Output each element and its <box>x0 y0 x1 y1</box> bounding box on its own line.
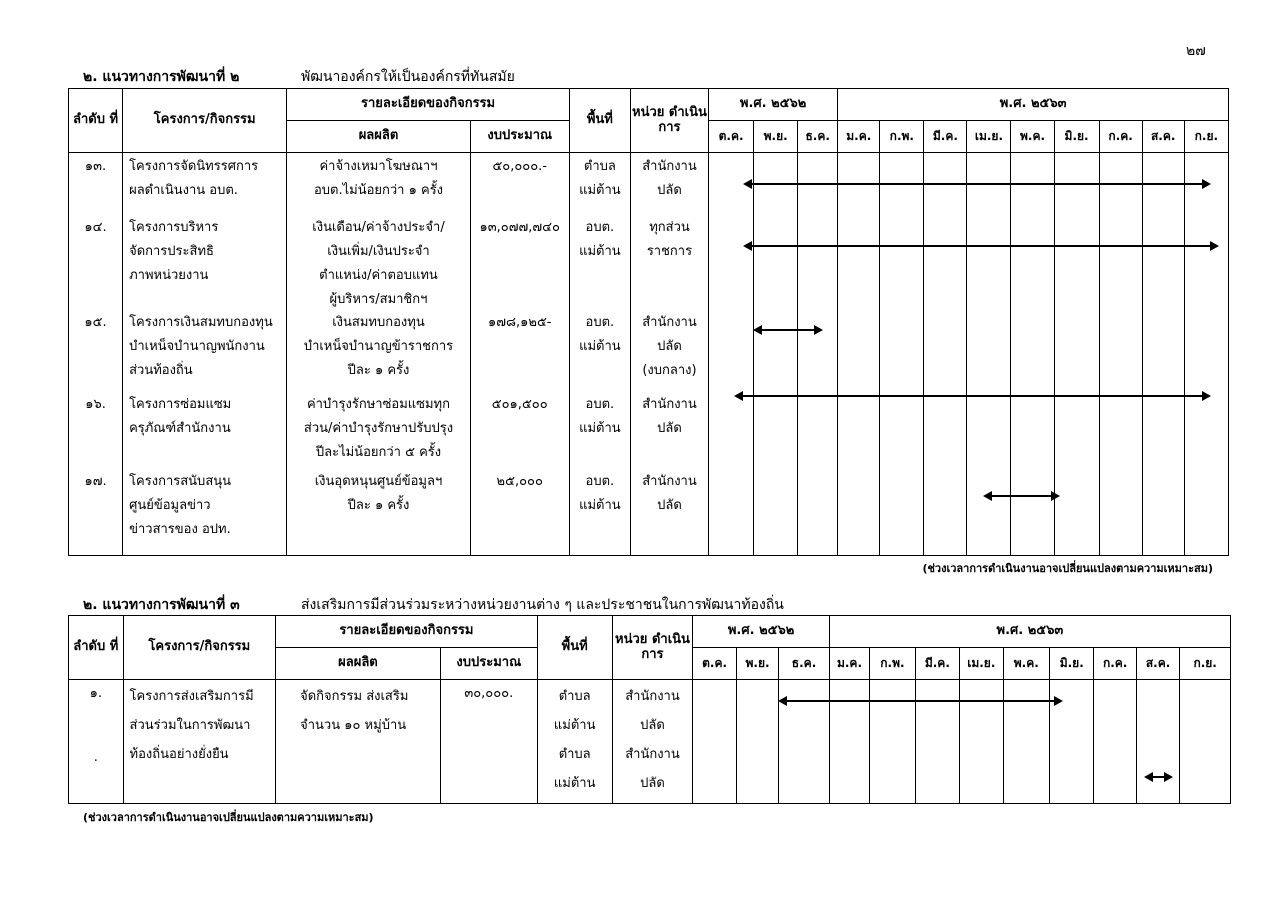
budget-value: ๑๓,๐๗๗,๗๔๐ <box>479 220 560 235</box>
col-project-cells <box>123 680 276 804</box>
output-text: เงินเดือน/ค่าจ้างประจำ/ เงินเพิ่ม/เงินประจำ ตำแหน่ง/ค่าตอบแทน ผู้บริหาร/สมาชิกฯ <box>312 220 445 307</box>
month-header: พ.ค. <box>1003 648 1049 680</box>
col-budget-header: งบประมาณ <box>440 648 537 680</box>
month-cell <box>1184 153 1228 556</box>
section1-table <box>68 88 1229 556</box>
output-text: จัดกิจกรรม ส่งเสริม จำนวน ๑๐ หมู่บ้าน <box>300 689 409 733</box>
col-area-cells <box>569 153 630 556</box>
month-header: ก.ย. <box>1180 648 1231 680</box>
timeline-arrow <box>734 391 1211 401</box>
output-text: ค่าบำรุงรักษาซ่อมแซมทุก ส่วน/ค่าบำรุงรักษาปรับปรุง ปีละไม่น้อยกว่า ๕ ครั้ง <box>303 397 454 460</box>
col-budget-header: งบประมาณ <box>470 121 569 153</box>
month-cell <box>880 153 924 556</box>
month-header: ม.ค. <box>838 121 880 153</box>
budget-value: ๕๐๑,๕๐๐ <box>491 397 548 412</box>
area-text: ตำบล แม่ต้าน <box>579 159 621 198</box>
project-name: โครงการบริหาร จัดการประสิทธิ ภาพหน่วยงาน <box>129 220 219 283</box>
section2-note: (ช่วงเวลาการดำเนินงานอาจเปลี่ยนแปลงตามความเหมาะสม) <box>83 811 374 824</box>
col-unit-cells <box>630 153 708 556</box>
section1-description: พัฒนาองค์กรให้เป็นองค์กรที่ทันสมัย <box>301 69 515 85</box>
month-header: มี.ค. <box>915 648 959 680</box>
year2-header: พ.ศ. ๒๕๖๓ <box>838 89 1229 121</box>
month-header: พ.ย. <box>754 121 798 153</box>
month-header: เม.ย. <box>967 121 1011 153</box>
col-detail-header: รายละเอียดของกิจกรรม <box>287 89 569 121</box>
month-cell <box>754 153 798 556</box>
col-budget-cells <box>440 680 537 804</box>
output-text: ค่าจ้างเหมาโฆษณาฯ อบต.ไม่น้อยกว่า ๑ ครั้ง <box>313 159 444 198</box>
col-output-header: ผลผลิต <box>276 648 441 680</box>
col-project-header: โครงการ/กิจกรรม <box>123 616 276 680</box>
col-unit-header: หน่วย ดำเนินการ <box>612 616 693 680</box>
month-cell <box>1142 153 1184 556</box>
month-header: ส.ค. <box>1136 648 1179 680</box>
timeline-arrow <box>743 241 1219 251</box>
area-text: ตำบล แม่ต้าน ตำบล แม่ต้าน <box>553 689 596 791</box>
month-cell <box>838 153 880 556</box>
month-header: ก.ย. <box>1184 121 1228 153</box>
year1-header: พ.ศ. ๒๕๖๒ <box>709 89 838 121</box>
unit-text: สำนักงาน ปลัด <box>642 397 697 436</box>
project-name: โครงการเงินสมทบกองทุน บำเหน็จบำนาญพนักงาน ส่วนท้องถิ่น <box>129 315 273 378</box>
year1-header: พ.ศ. ๒๕๖๒ <box>693 616 829 648</box>
month-header: มิ.ย. <box>1050 648 1094 680</box>
area-text: อบต. แม่ต้าน <box>579 397 621 436</box>
timeline-arrow <box>778 696 1063 706</box>
col-unit-header: หน่วย ดำเนินการ <box>630 89 708 153</box>
section2-table <box>68 615 1231 804</box>
row-number: ๑๓. <box>84 159 107 174</box>
row-number: ๑๕. <box>84 315 107 330</box>
year2-header: พ.ศ. ๒๕๖๓ <box>829 616 1230 648</box>
unit-text: สำนักงาน ปลัด (งบกลาง) <box>642 315 697 378</box>
col-area-cells <box>537 680 612 804</box>
month-header: ส.ค. <box>1142 121 1184 153</box>
output-text: เงินอุดหนุนศูนย์ข้อมูลฯ ปีละ ๑ ครั้ง <box>314 474 443 513</box>
month-cell <box>1099 153 1142 556</box>
budget-value: ๑๗๘,๑๒๕- <box>487 315 552 330</box>
col-output-cells <box>287 153 470 556</box>
project-name: โครงการซ่อมแซม ครุภัณฑ์สำนักงาน <box>129 397 232 436</box>
project-name: โครงการจัดนิทรรศการ ผลดำเนินงาน อบต. <box>129 159 259 198</box>
budget-value: ๕๐,๐๐๐.- <box>492 159 547 174</box>
unit-text: ทุกส่วน ราชการ <box>646 220 693 259</box>
month-header: ก.ค. <box>1094 648 1136 680</box>
month-header: พ.ย. <box>736 648 778 680</box>
month-cell <box>1054 153 1099 556</box>
col-output-cells <box>276 680 441 804</box>
col-project-header: โครงการ/กิจกรรม <box>123 89 287 153</box>
timeline-arrow <box>743 179 1211 189</box>
section2-description: ส่งเสริมการมีส่วนร่วมระหว่างหน่วยงานต่าง ๆ และประชาชนในการพัฒนาท้องถิ่น <box>301 597 784 613</box>
row-number: . <box>93 750 98 765</box>
section2-heading <box>83 594 784 616</box>
budget-value: ๒๕,๐๐๐ <box>496 474 543 489</box>
area-text: อบต. แม่ต้าน <box>579 315 621 354</box>
month-header: ก.พ. <box>880 121 924 153</box>
timeline-arrow <box>753 325 823 335</box>
month-cell <box>736 680 778 804</box>
month-header: มี.ค. <box>924 121 967 153</box>
output-text: เงินสมทบกองทุน บำเหน็จบำนาญข้าราชการ ปีละ ๑ ครั้ง <box>303 315 454 378</box>
row-number: ๑๖. <box>85 397 106 412</box>
page-number: ๒๗ <box>1186 43 1206 59</box>
month-header: ธ.ค. <box>779 648 830 680</box>
area-text: อบต. แม่ต้าน <box>579 474 621 513</box>
budget-value: ๓๐,๐๐๐. <box>464 686 514 701</box>
month-header: ธ.ค. <box>798 121 838 153</box>
project-name: โครงการสนับสนุน ศูนย์ข้อมูลข่าว ข่าวสารของ อปท. <box>129 474 232 537</box>
col-detail-header: รายละเอียดของกิจกรรม <box>276 616 538 648</box>
col-no-header: ลำดับ ที่ <box>69 616 124 680</box>
row-number: ๑. <box>89 686 102 701</box>
col-no-header: ลำดับ ที่ <box>69 89 123 153</box>
month-header: เม.ย. <box>960 648 1003 680</box>
section1-note: (ช่วงเวลาการดำเนินงานอาจเปลี่ยนแปลงตามความเหมาะสม) <box>922 562 1213 575</box>
project-name: โครงการส่งเสริมการมี ส่วนร่วมในการพัฒนา ท้องถิ่นอย่างยั่งยืน <box>129 689 254 762</box>
month-cell <box>1136 680 1179 804</box>
unit-text: สำนักงาน ปลัด <box>642 159 697 198</box>
month-cell <box>924 153 967 556</box>
timeline-arrow <box>983 491 1060 501</box>
col-budget-cells <box>470 153 569 556</box>
col-no-cells <box>69 680 124 804</box>
section2-label: ๒. แนวทางการพัฒนาที่ ๓ <box>83 597 240 613</box>
month-cell <box>709 153 754 556</box>
unit-text: สำนักงาน ปลัด <box>642 474 697 513</box>
col-area-header: พื้นที่ <box>537 616 612 680</box>
unit-text: สำนักงาน ปลัด สำนักงาน ปลัด <box>625 689 680 791</box>
month-header: ก.พ. <box>870 648 915 680</box>
section1-heading <box>83 66 515 88</box>
timeline-arrow <box>1144 772 1173 782</box>
col-output-header: ผลผลิต <box>287 121 470 153</box>
section1-label: ๒. แนวทางการพัฒนาที่ ๒ <box>83 69 240 85</box>
col-no-cells <box>69 153 123 556</box>
month-header: พ.ค. <box>1011 121 1054 153</box>
row-number: ๑๔. <box>84 220 107 235</box>
month-header: ต.ค. <box>709 121 754 153</box>
month-cell <box>1094 680 1136 804</box>
month-header: มิ.ย. <box>1054 121 1099 153</box>
col-area-header: พื้นที่ <box>569 89 630 153</box>
month-cell <box>798 153 838 556</box>
month-header: ก.ค. <box>1099 121 1142 153</box>
month-cell <box>693 680 736 804</box>
month-header: ม.ค. <box>829 648 869 680</box>
col-unit-cells <box>612 680 693 804</box>
row-number: ๑๗. <box>84 474 107 489</box>
col-project-cells <box>123 153 287 556</box>
month-header: ต.ค. <box>693 648 736 680</box>
month-cell <box>1180 680 1231 804</box>
area-text: อบต. แม่ต้าน <box>579 220 621 259</box>
